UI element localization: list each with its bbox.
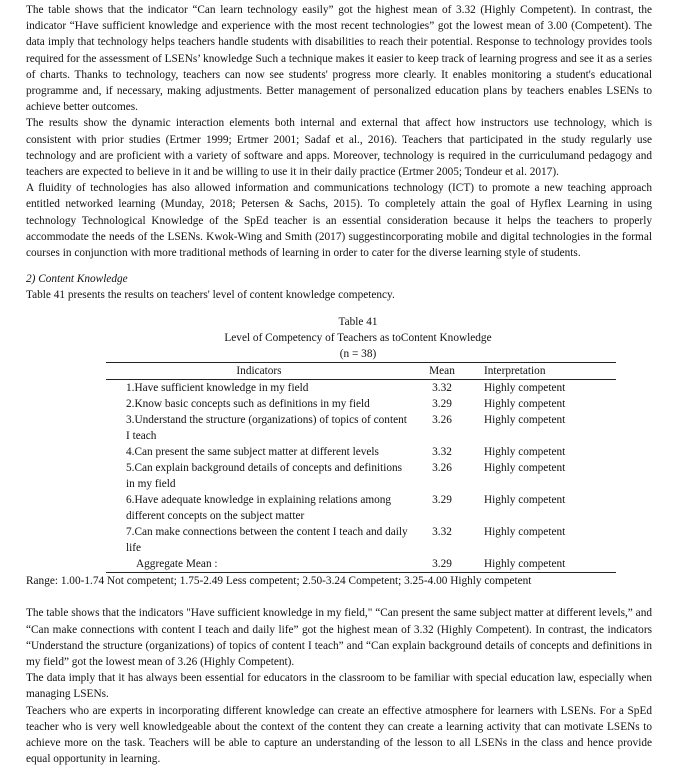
intro-paragraph-3: A fluidity of technologies has also allowed information and communications technology (ICT) to promote a new teaching approach entitled networked learning (Munday, 2018; Petersen & Sachs, 2015). To completely attain the goal of Hyflex Learning in using technology Technological Knowledge of the SpEd teacher is an essential consideration because it helps the teachers to properly accommodate the needs of the LSENs. Kwok-Wing and Smith (2017) suggestincorporating mobile and digital technologies in the formal courses in conjunction with more traditional methods of learning in order to cater for the diverse learning style of students. [26,182,652,260]
mean-cell: 3.32 [432,446,452,459]
table-row [106,444,616,460]
intro-paragraph-2: The results show the dynamic interaction elements both internal and external that affect how instructors use technology, which is consistent with prior studies (Ertmer 1999; Ertmer 2001; Sadaf et al., 2016). Teachers that participated in the study regularly use technology and are proficient with a variety of software and apps. Moreover, technology is required in the curriculumand pedagogy and teachers are expected to believe in it and be willing to use it in their daily practice (Ertmer 2005; Tondeur et al. 2017). [26,117,652,179]
aggregate-row [106,556,616,573]
header-mean: Mean [412,363,472,380]
header-indicators: Indicators [106,363,412,380]
aggregate-interpretation: Highly competent [472,556,616,573]
table-title: Level of Competency of Teachers as toContent Knowledge [224,331,492,344]
table-row [106,412,616,444]
mean-cell: 3.26 [432,462,452,475]
competency-table [106,362,616,573]
indicator-cell: 5.Can explain background details of concepts and definitions in my field [126,462,403,491]
table-row [106,524,616,556]
table-n: (n = 38) [339,348,377,361]
indicator-cell: 4.Can present the same subject matter at different levels [126,446,379,459]
interpretation-cell: Highly competent [484,462,566,475]
interpretation-cell: Highly competent [484,526,566,539]
closing-paragraph-1: The table shows that the indicators "Have sufficient knowledge in my field," “Can present the same subject matter at different levels,” and “Can make connections with content I teach and daily life” got the highest mean of 3.32 (Highly Competent). In contrast, the indicators “Understand the structure (organizations) of topics of content I teach” and “Can explain background details of concepts and definitions in my field” got the lowest mean of 3.26 (Highly Competent). [26,607,652,669]
indicator-cell: 3.Understand the structure (organizations) of topics of content I teach [126,414,407,443]
indicator-cell: 2.Know basic concepts such as definitions in my field [126,398,370,411]
interpretation-cell: Highly competent [484,446,566,459]
indicator-cell: 7.Can make connections between the content I teach and daily life [126,526,408,555]
table-row [106,460,616,492]
indicator-cell: 1.Have sufficient knowledge in my field [126,382,309,395]
section-heading: 2) Content Knowledge [26,273,128,286]
closing-paragraph-2: The data imply that it has always been essential for educators in the classroom to be familiar with special education law, especially when managing LSENs. [26,672,652,701]
table-number: Table 41 [338,315,378,328]
intro-paragraph-1: The table shows that the indicator “Can learn technology easily” got the highest mean of 3.32 (Highly Competent). In contrast, the indicator “Have sufficient knowledge and experience with the most recent technologies” got the lowest mean of 3.00 (Competent). The data imply that technology helps teachers handle students with disabilities to reach their potential. Response to technology provides tools required for the assessment of LSENs’ knowledge Such a technique makes it easier to keep track of learning progress and see it as a series of charts. Thanks to technology, teachers can now see students' progress more clearly. It enables monitoring a student's educational programme and, if necessary, making adjustments. Better management of personalized education plans by teachers enables LSENs to achieve better outcomes. [26,4,652,114]
aggregate-label: Aggregate Mean : [106,556,412,573]
mean-cell: 3.32 [432,526,452,539]
table-row [106,492,616,524]
range-note: Range: 1.00-1.74 Not competent; 1.75-2.49 Less competent; 2.50-3.24 Competent; 3.25-4.00 Highly competent [26,575,532,588]
table-header-row [106,363,616,380]
table-intro: Table 41 presents the results on teachers' level of content knowledge competency. [26,289,395,302]
mean-cell: 3.29 [432,398,452,411]
aggregate-mean: 3.29 [412,556,472,573]
mean-cell: 3.29 [432,494,452,507]
closing-paragraph-3: Teachers who are experts in incorporating different knowledge can create an effective atmosphere for learners with LSENs. For a SpEd teacher who is very well knowledgeable about the context of the content they can create a learning activity that can motivate LSENs to achieve more on the task. Teachers will be able to capture an understanding of the lesson to all LSENs in the class and hence provide equal opportunity in learning. [26,704,652,766]
interpretation-cell: Highly competent [484,494,566,507]
header-interpretation: Interpretation [472,363,616,380]
table-41 [26,314,652,590]
interpretation-cell: Highly competent [484,398,566,411]
table-row [106,396,616,412]
indicator-cell: 6.Have adequate knowledge in explaining relations among different concepts on the subject matter [126,494,392,523]
mean-cell: 3.32 [432,382,452,395]
table-row [106,380,616,397]
interpretation-cell: Highly competent [484,414,566,427]
interpretation-cell: Highly competent [484,382,566,395]
mean-cell: 3.26 [432,414,452,427]
